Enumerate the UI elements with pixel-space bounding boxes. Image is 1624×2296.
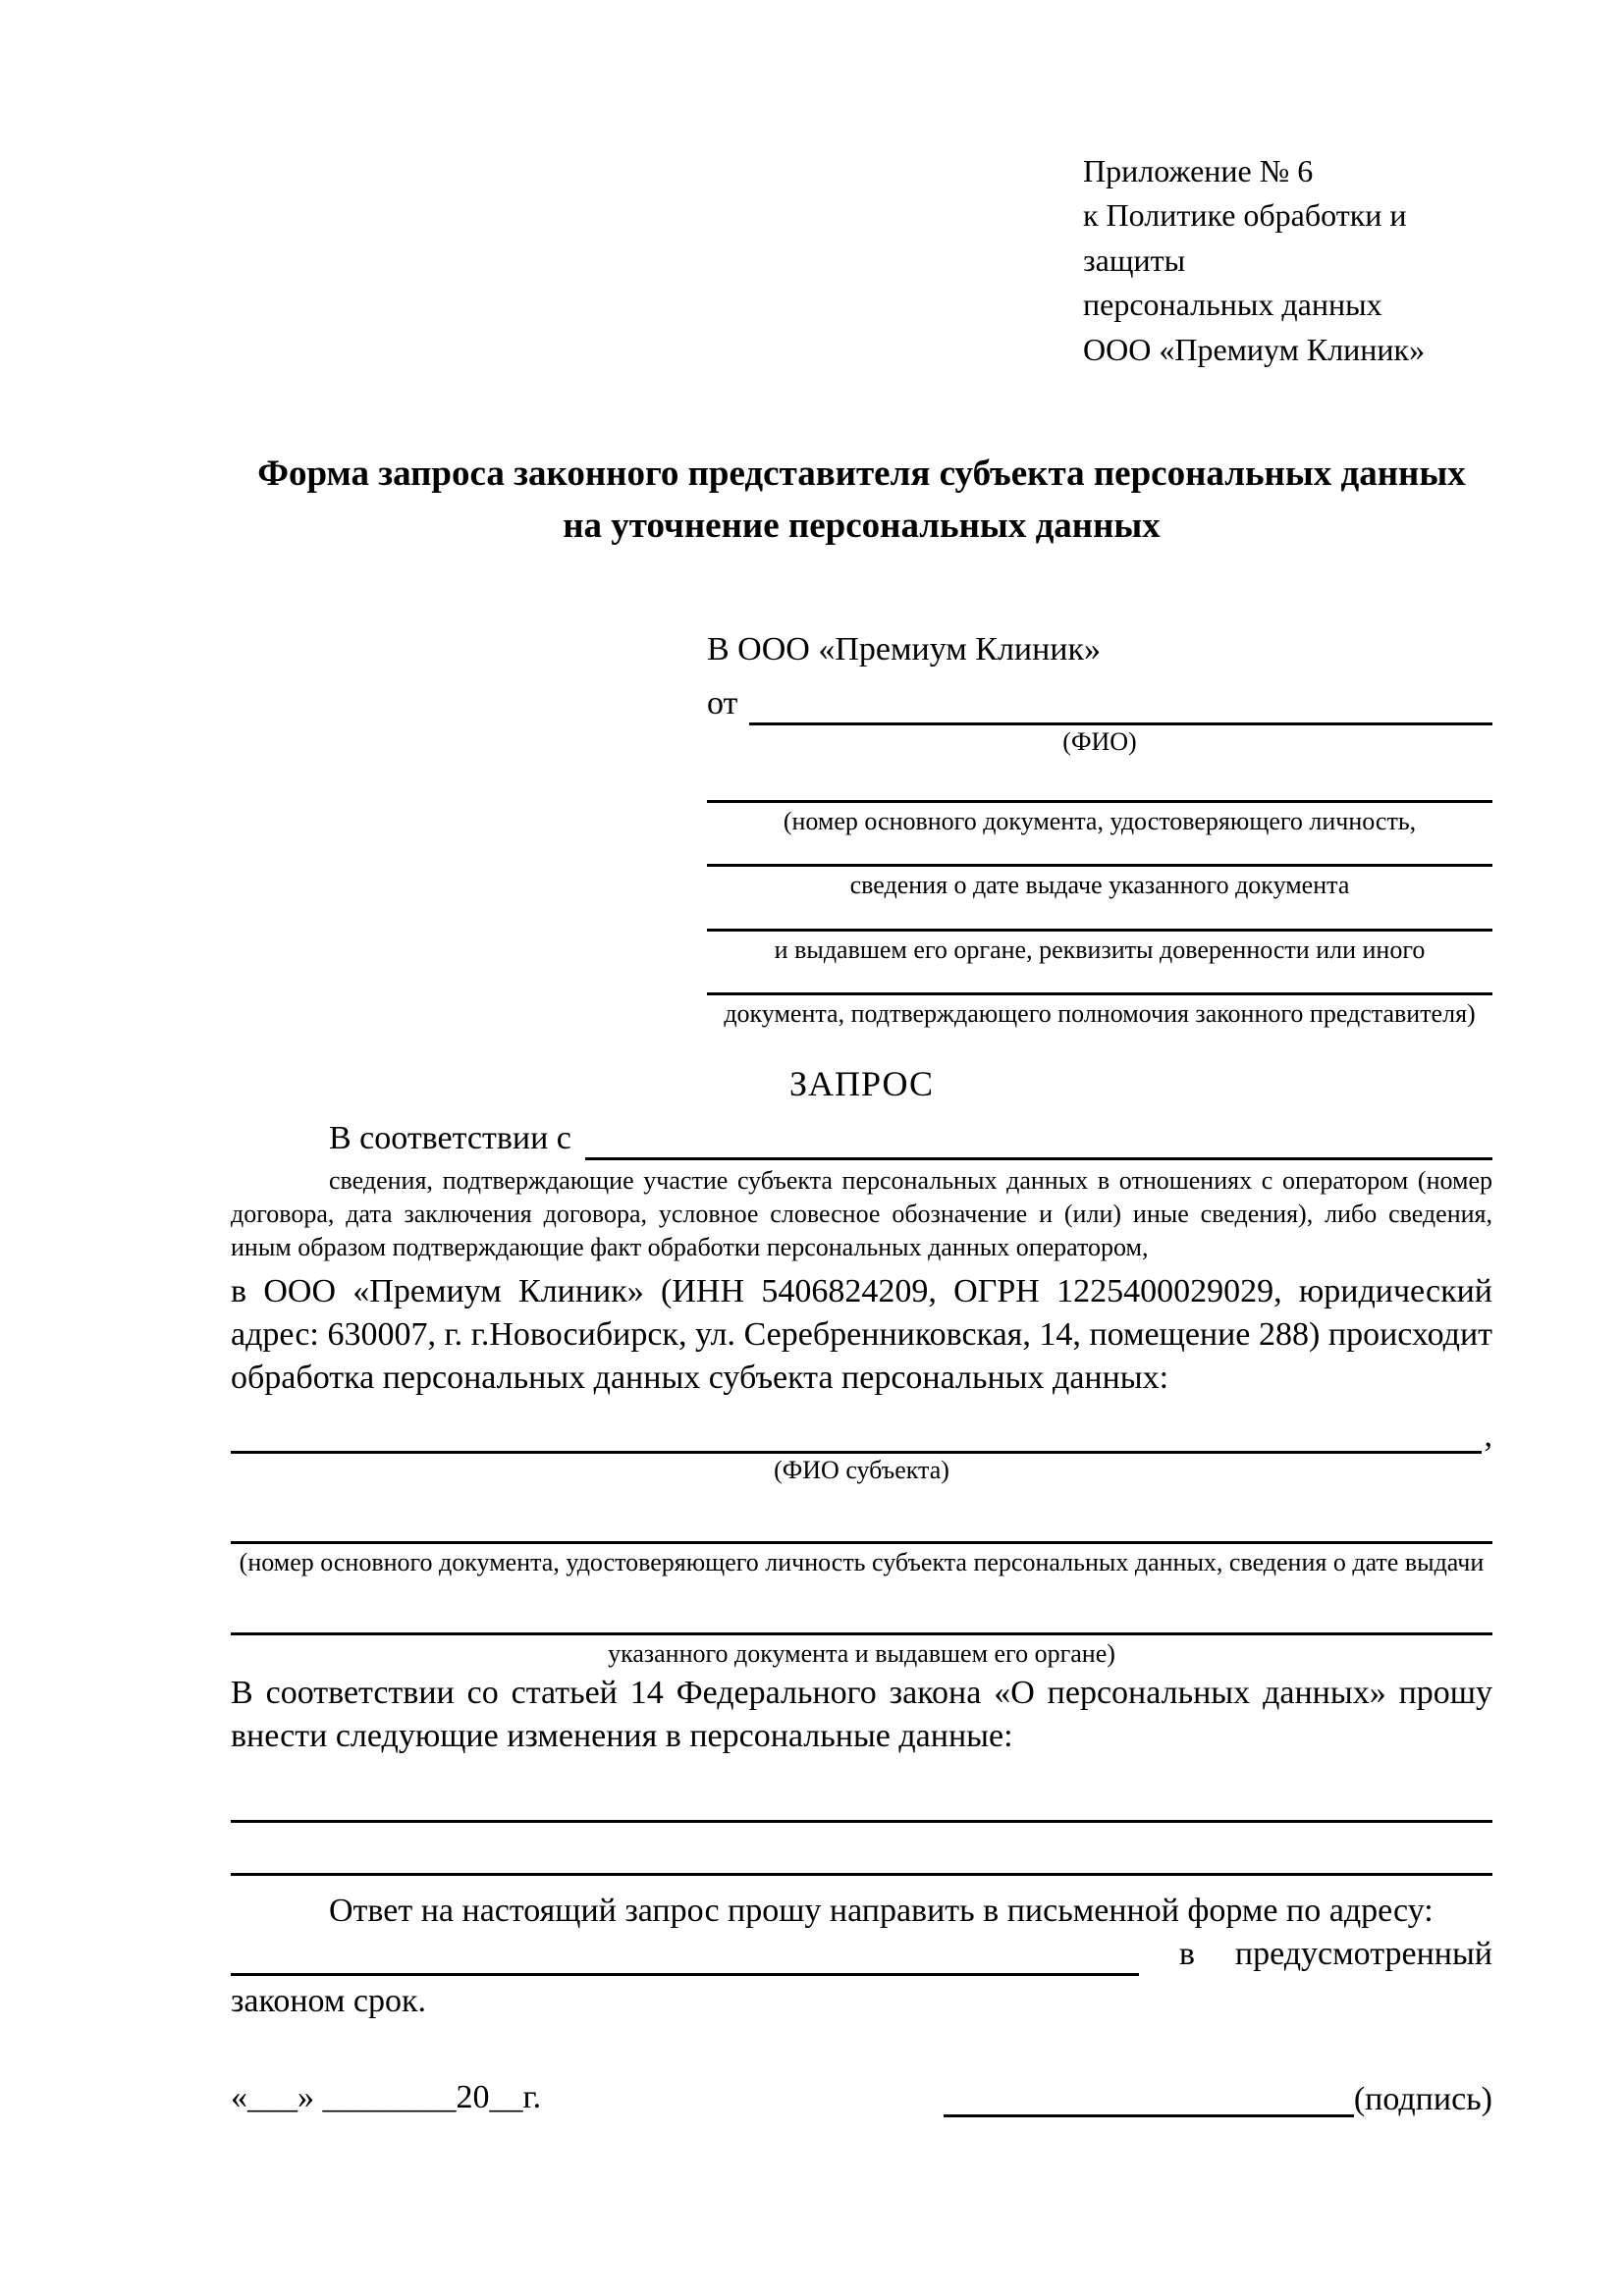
date-placeholder: «___» ________20__г. — [231, 2078, 542, 2115]
field-caption: документа, подтверждающего полномочия законного представителя) — [724, 999, 1476, 1028]
subject-document-field-line-2 — [231, 1600, 1492, 1635]
form-field-row — [707, 902, 1492, 966]
answer-paragraph: Ответ на настоящий запрос прошу направить в письменной форме по адресу: — [329, 1892, 1434, 1929]
subject-fio-caption: (ФИО субъекта) — [774, 1456, 949, 1485]
changes-field-line-2 — [231, 1839, 1492, 1876]
subject-document-field-line — [231, 1509, 1492, 1544]
issue-date-field-line — [707, 837, 1492, 867]
signature-field-line — [944, 2078, 1354, 2117]
page-title-line-2: на уточнение персональных данных — [563, 505, 1161, 546]
addressee-block — [707, 628, 1492, 1030]
appendix-header — [1083, 149, 1492, 372]
signature-row — [231, 2078, 1492, 2118]
answer-closing: законом срок. — [231, 1982, 426, 2019]
subject-line-comma: , — [1484, 1416, 1492, 1454]
authority-document-field-line — [707, 966, 1492, 995]
page-title-line-1: Форма запроса законного представителя субъекта персональных данных — [257, 454, 1466, 495]
basis-field-line — [585, 1157, 1492, 1160]
addressee-to: В ООО «Премиум Клиник» — [707, 631, 1102, 668]
field-caption: сведения о дате выдаче указанного документа — [849, 871, 1350, 900]
answer-word-stipulated: предусмотренный — [1234, 1935, 1492, 1972]
fio-caption: (ФИО) — [1062, 726, 1137, 756]
issuing-authority-field-line — [707, 902, 1492, 932]
answer-address-field-row — [231, 1933, 1492, 1976]
intro-footnote: сведения, подтверждающие участие субъекта персональных данных в отношениях с оператором (номер договора, дата заключения договора, условное словесное обозначение и (или) иные сведения), либо сведения, иным образом подтверждающие факт обработки персональных данных оператором, — [231, 1166, 1492, 1262]
from-label: от — [707, 685, 738, 722]
subject-document-field-row-2 — [231, 1600, 1492, 1670]
appendix-header-line: ООО «Премиум Клиник» — [1083, 331, 1426, 367]
subject-document-field-row — [231, 1509, 1492, 1578]
form-field-row — [707, 966, 1492, 1030]
operator-paragraph: в ООО «Премиум Клиник» (ИНН 5406824209, ОГРН 1225400029029, юридический адрес: 630007, г. г.Новосибирск, ул. Серебренниковская, 14, помещение 288) происходит обработка персональных данных субъекта персональных данных: — [231, 1273, 1492, 1397]
from-field-row — [707, 683, 1492, 725]
changes-field-line-1 — [231, 1786, 1492, 1823]
subject-document-caption-top: (номер основного документа, удостоверяющего личность субъекта персональных данных, сведения о дате выдачи — [239, 1547, 1485, 1576]
form-field-row — [707, 774, 1492, 837]
subject-document-caption-bottom: указанного документа и выдавшем его органе) — [608, 1638, 1115, 1668]
field-caption: и выдавшем его органе, реквизиты доверенности или иного — [774, 934, 1426, 964]
request-heading: ЗАПРОС — [789, 1064, 934, 1104]
signature-group — [944, 2078, 1492, 2117]
appendix-header-line: персональных данных — [1083, 287, 1382, 323]
form-field-row — [707, 837, 1492, 901]
appendix-header-line: к Политике обработки и защиты — [1083, 197, 1407, 278]
subject-fio-field-row — [231, 1417, 1492, 1454]
answer-word-in: в — [1178, 1935, 1195, 1972]
intro-field-row — [231, 1117, 1492, 1160]
law-paragraph: В соответствии со статьей 14 Федерального закона «О персональных данных» прошу внести следующие изменения в персональные данные: — [231, 1675, 1492, 1755]
field-caption: (номер основного документа, удостоверяющего личность, — [783, 807, 1417, 836]
intro-label: В соответствии с — [329, 1120, 571, 1157]
page-title — [231, 449, 1492, 552]
answer-address-field-line — [231, 1933, 1139, 1976]
document-number-field-line — [707, 774, 1492, 803]
appendix-header-line: Приложение № 6 — [1083, 153, 1314, 188]
signature-caption: (подпись) — [1353, 2081, 1492, 2117]
